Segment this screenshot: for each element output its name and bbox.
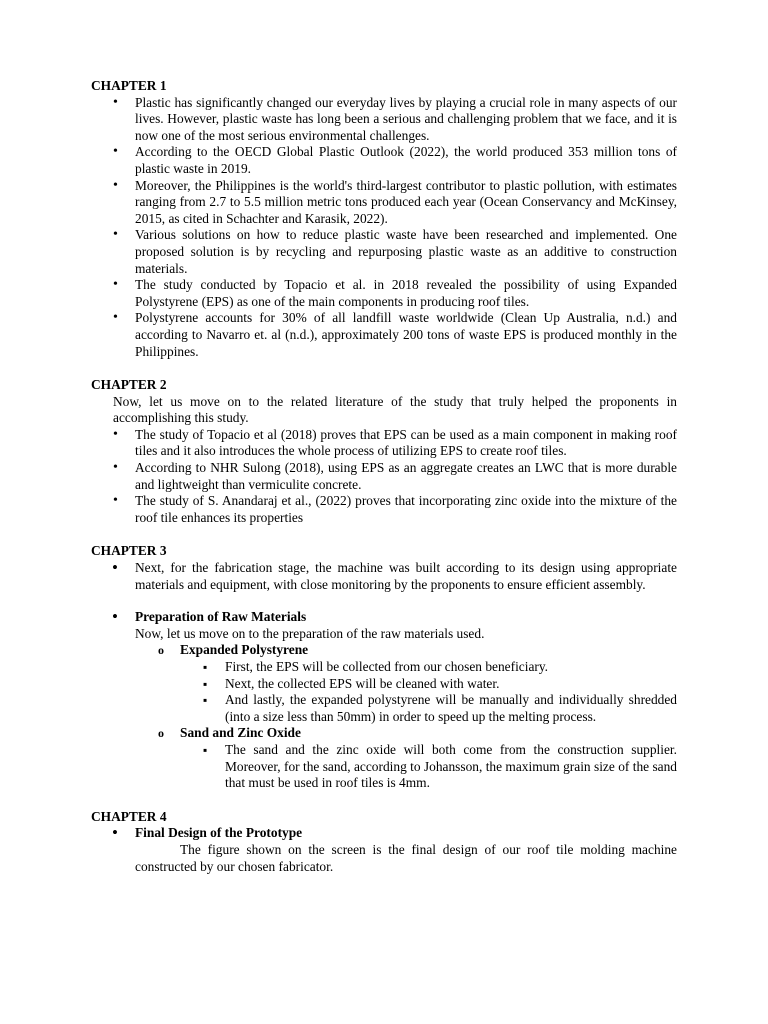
chapter-1-title: CHAPTER 1: [91, 78, 167, 93]
list-item: [180, 725, 677, 791]
chapter-3: [91, 543, 677, 791]
list-item: • The study of Topacio et al (2018) proves that EPS can be used as a main component in making roof tiles and it also introduces the whole process of utilizing EPS to create roof tiles.: [135, 427, 677, 460]
materials-list: [91, 642, 677, 791]
list-item: [135, 825, 677, 875]
list-item: ▪ The sand and the zinc oxide will both come from the construction supplier. Moreover, for the sand, according to Johansson, the maximum grain size of the sand that must be used in roof tiles is 4mm.: [225, 742, 677, 792]
chapter-3-preparation-list: [91, 609, 677, 626]
list-item: • Various solutions on how to reduce plastic waste have been researched and implemented. One proposed solution is by recycling and repurposing plastic waste as an additive to construction materials.: [135, 227, 677, 277]
chapter-4-list: [91, 825, 677, 875]
list-item: • According to NHR Sulong (2018), using EPS as an aggregate creates an LWC that is more durable and lightweight than vermiculite concrete.: [135, 460, 677, 493]
sand-steps: [180, 742, 677, 792]
chapter-2-bullets: [91, 427, 677, 527]
chapter-1: [91, 78, 677, 360]
list-item: • Moreover, the Philippines is the world's third-largest contributor to plastic pollution, with estimates ranging from 2.7 to 5.5 million metric tons produced each year (Ocean Conservancy and McKinsey, 2015, as cited in Schachter and Karasik, 2022).: [135, 178, 677, 228]
list-item: ▪ First, the EPS will be collected from our chosen beneficiary.: [225, 659, 677, 676]
list-item: • The study conducted by Topacio et al. in 2018 revealed the possibility of using Expanded Polystyrene (EPS) as one of the main components in producing roof tiles.: [135, 277, 677, 310]
list-item: • Polystyrene accounts for 30% of all landfill waste worldwide (Clean Up Australia, n.d.) and according to Navarro et. al (n.d.), approximately 200 tons of waste EPS is produced monthly in the Philippines.: [135, 310, 677, 360]
design-heading: Final Design of the Prototype: [135, 825, 303, 841]
list-item: • Next, for the fabrication stage, the machine was built according to its design using appropriate materials and equipment, with close monitoring by the proponents to ensure efficient assembly.: [135, 560, 677, 593]
list-item: [180, 642, 677, 725]
eps-steps: [180, 659, 677, 725]
chapter-2-title: CHAPTER 2: [91, 377, 167, 393]
list-item: • According to the OECD Global Plastic Outlook (2022), the world produced 353 million tons of plastic waste in 2019.: [135, 144, 677, 177]
eps-heading: Expanded Polystyrene: [180, 642, 309, 658]
chapter-1-bullets: [91, 95, 677, 361]
list-item: ▪ Next, the collected EPS will be cleaned with water.: [225, 676, 677, 693]
preparation-heading: Preparation of Raw Materials: [135, 609, 307, 625]
chapter-2-intro: Now, let us move on to the related literature of the study that truly helped the proponents in accomplishing this study.: [113, 393, 677, 426]
chapter-3-fabrication-list: [91, 560, 677, 593]
chapter-2: [91, 377, 677, 526]
list-item: [135, 609, 677, 626]
chapter-3-title: CHAPTER 3: [91, 543, 167, 559]
preparation-intro: Now, let us move on to the preparation of the raw materials used.: [135, 625, 485, 641]
chapter-4: [91, 809, 677, 875]
list-item: ▪ And lastly, the expanded polystyrene will be manually and individually shredded (into a size less than 50mm) in order to speed up the melting process.: [225, 692, 677, 725]
list-item: • Plastic has significantly changed our everyday lives by playing a crucial role in many aspects of our lives. However, plastic waste has long been a serious and challenging problem that we face, and it is now one of the most serious environmental challenges.: [135, 95, 677, 145]
chapter-4-title: CHAPTER 4: [91, 808, 167, 824]
design-text: The figure shown on the screen is the final design of our roof tile molding machine constructed by our chosen fabricator.: [135, 841, 677, 874]
list-item: • The study of S. Anandaraj et al., (2022) proves that incorporating zinc oxide into the mixture of the roof tile enhances its properties: [135, 493, 677, 526]
sand-heading: Sand and Zinc Oxide: [180, 725, 301, 741]
